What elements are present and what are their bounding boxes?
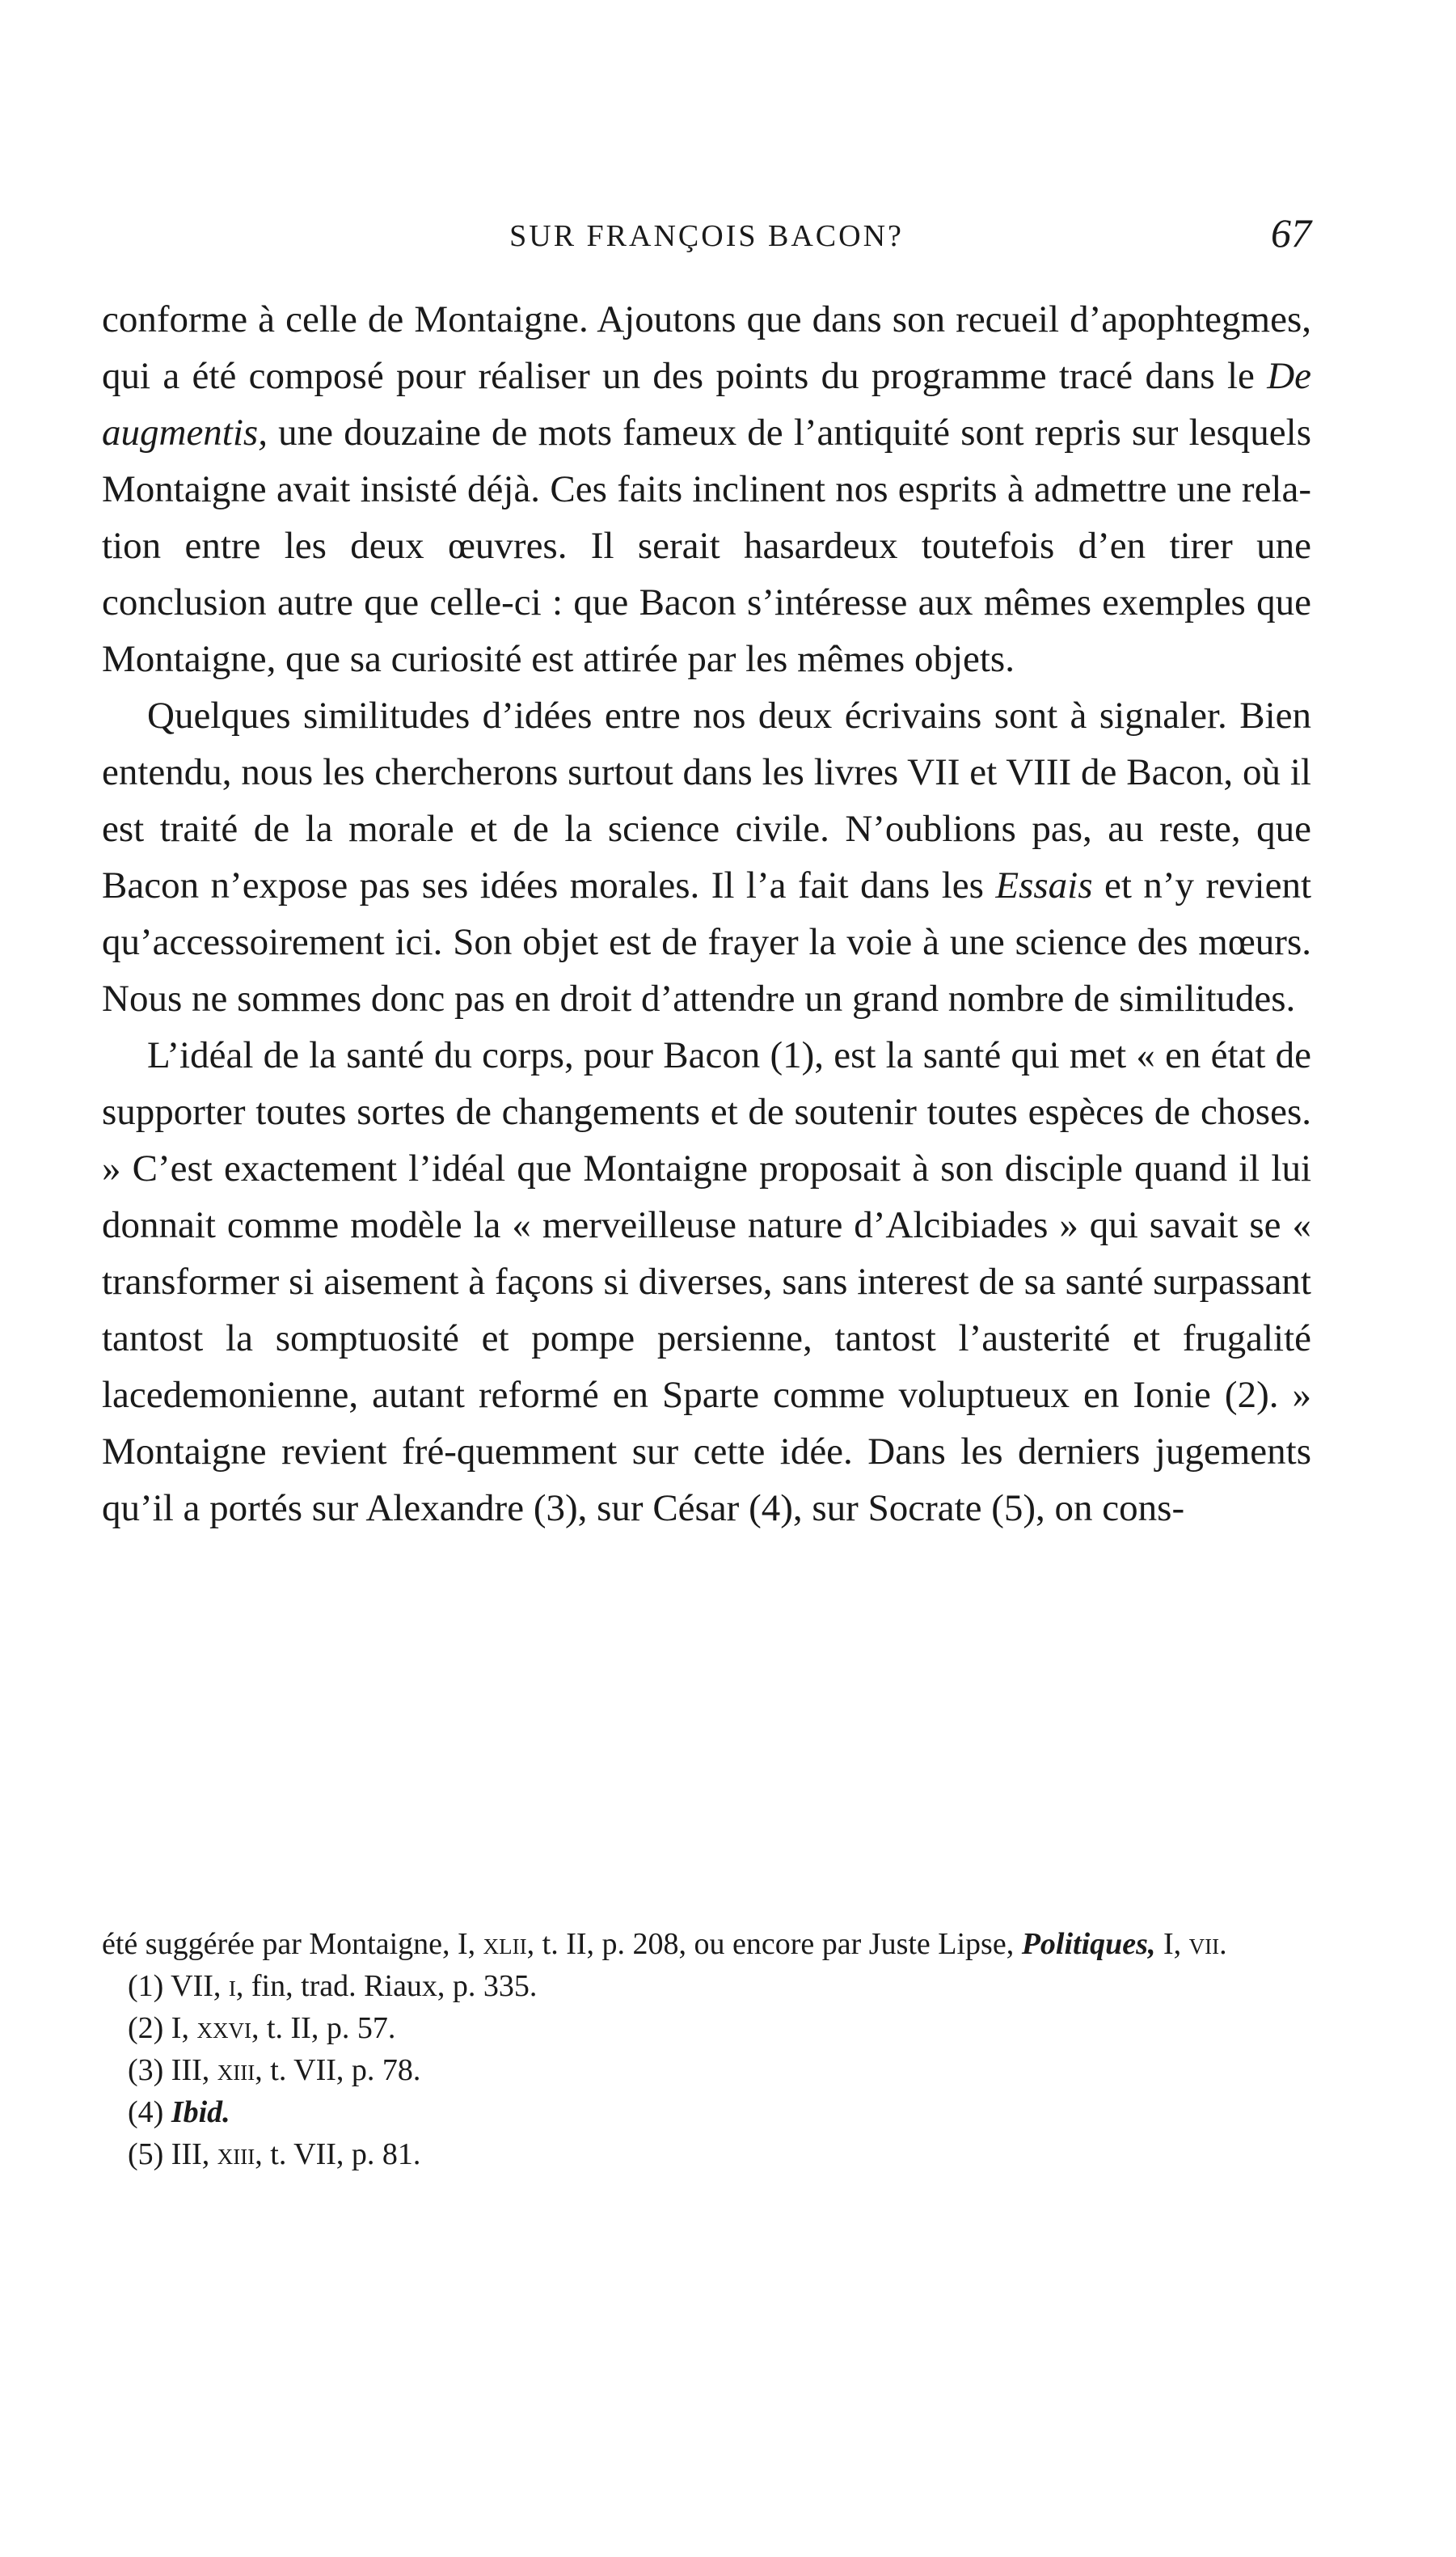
- running-title: SUR FRANÇOIS BACON?: [509, 219, 904, 253]
- footnote-5: [102, 2133, 1311, 2175]
- footnote-continuation-title-politiques: Politiques,: [1021, 1927, 1156, 1961]
- footnote-4: [102, 2091, 1311, 2133]
- paragraph-1: [102, 291, 1311, 687]
- paragraph-2-text-a: Quelques similitudes d’idées entre nos deux écrivains sont à signaler. Bien entendu, nous les chercherons surtout dans les livres VII et VIII de Bacon, où il est traité de la morale et de la science civile. N’oublions pas, au reste, que Bacon n’expose pas ses idées morales. Il l’a fait dans les: [102, 695, 1311, 907]
- footnote-continuation-roman-a: xlii: [483, 1927, 527, 1961]
- footnote-continuation: [102, 1923, 1311, 1965]
- paragraph-3: L’idéal de la santé du corps, pour Bacon (1), est la santé qui met « en état de supporter toutes sortes de changements et de soutenir toutes espèces de choses. » C’est exactement l’idéal que Montaigne proposait à son disciple quand il lui donnait comme modèle la « merveilleuse nature d’Alcibiades » qui savait se « transformer si aisement à façons si diverses, sans interest de sa santé surpassant tantost la somptuosité et pompe persienne, tantost l’austerité et frugalité lacedemonienne, autant reformé en Sparte comme voluptueux en Ionie (2). » Montaigne revient fré-quemment sur cette idée. Dans les derniers jugements qu’il a portés sur Alexandre (3), sur César (4), sur Socrate (5), on cons-: [102, 1034, 1311, 1529]
- footnote-5-text-c: , t. VII, p. 81.: [255, 2137, 421, 2171]
- footnote-2-roman: xxvi: [196, 2011, 251, 2045]
- footnote-3: [102, 2049, 1311, 2091]
- footnote-3-roman: xiii: [217, 2053, 255, 2087]
- paragraph-2-title-essais: Essais: [995, 864, 1093, 907]
- paragraph-1-text-a: conforme à celle de Montaigne. Ajoutons que dans son recueil d’apophtegmes, qui a été composé pour réaliser un des points du programme tracé dans le: [102, 298, 1311, 397]
- footnote-1-text-a: (1) VII,: [128, 1969, 229, 2003]
- footnote-1-roman: i: [228, 1969, 236, 2003]
- paragraph-2: [102, 687, 1311, 1027]
- running-head: [102, 212, 1311, 260]
- footnote-5-roman: xiii: [217, 2137, 255, 2171]
- footnote-1-text-c: , fin, trad. Riaux, p. 335.: [235, 1969, 538, 2003]
- footnote-2-text-a: (2) I,: [128, 2011, 197, 2045]
- footnote-2-text-c: , t. II, p. 57.: [251, 2011, 396, 2045]
- footnote-3-text-a: (3) III,: [128, 2053, 217, 2087]
- footnotes: [102, 1923, 1311, 2175]
- footnote-4-ibid: Ibid.: [171, 2095, 230, 2129]
- footnote-3-text-c: , t. VII, p. 78.: [255, 2053, 421, 2087]
- footnote-continuation-roman-b: vii: [1188, 1927, 1220, 1961]
- main-text: [102, 291, 1311, 1536]
- footnote-continuation-text-a: été suggérée par Montaigne, I,: [102, 1927, 483, 1961]
- footnote-1: [102, 1965, 1311, 2007]
- paragraph-2-text-c: et n’y revient qu’accessoirement ici. Son objet est de frayer la voie à une science des mœurs. Nous ne sommes donc pas en droit d’attendre un grand nombre de similitudes.: [102, 864, 1312, 1020]
- paragraph-1-text-c: une douzaine de mots fameux de l’antiquité sont repris sur lesquels Montaigne avait insisté déjà. Ces faits inclinent nos esprits à admettre une rela-tion entre les deux œuvres. Il serait hasardeux toutefois d’en tirer une conclusion autre que celle-ci : que Bacon s’intéresse aux mêmes exemples que Montaigne, que sa curiosité est attirée par les mêmes objets.: [102, 412, 1311, 680]
- page-number: 67: [1271, 210, 1311, 256]
- paragraph-1-title-de-augmentis: De augmentis,: [102, 355, 1311, 454]
- footnote-2: [102, 2007, 1311, 2049]
- footnote-continuation-text-g: .: [1219, 1927, 1227, 1961]
- footnote-continuation-text-c: , t. II, p. 208, ou encore par Juste Lipse,: [526, 1927, 1022, 1961]
- footnote-continuation-text-e: I,: [1155, 1927, 1189, 1961]
- footnote-5-text-a: (5) III,: [128, 2137, 217, 2171]
- footnote-4-text-a: (4): [128, 2095, 171, 2129]
